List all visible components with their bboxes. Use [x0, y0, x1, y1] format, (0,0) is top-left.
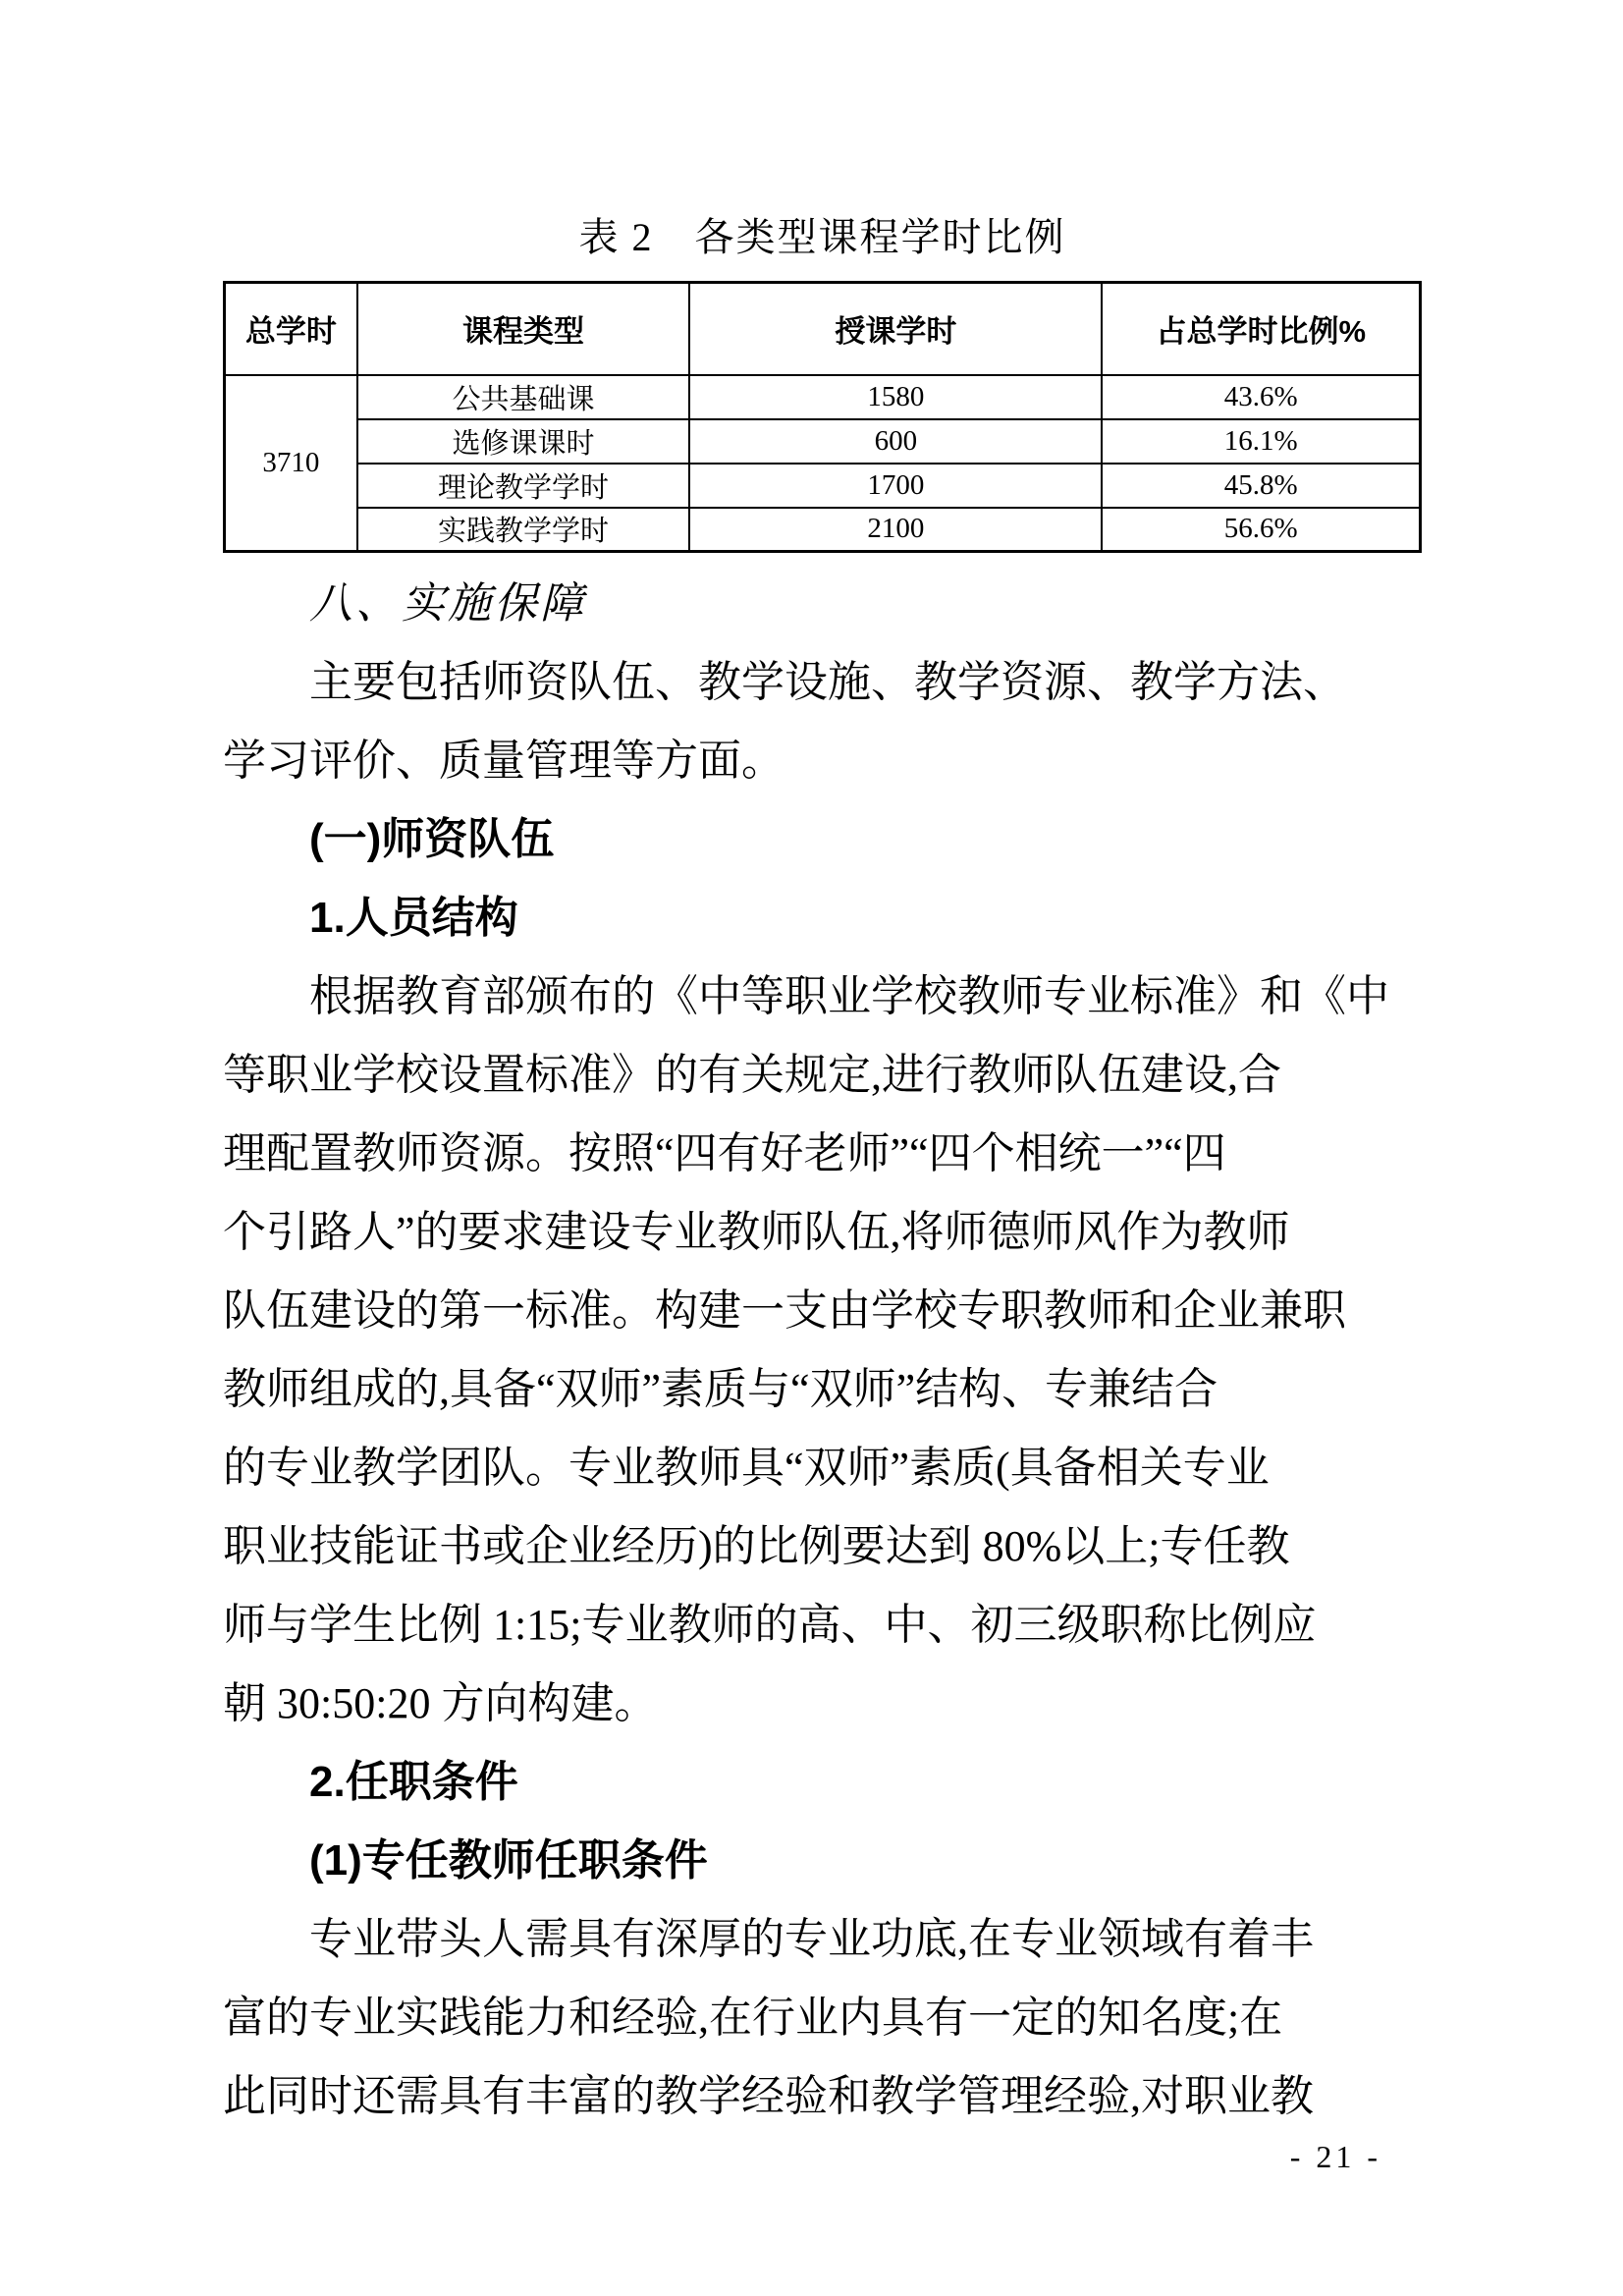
- hours-cell: 1580: [689, 375, 1102, 419]
- percent-cell: 16.1%: [1102, 419, 1420, 464]
- paragraph-line: 师与学生比例 1:15;专业教师的高、中、初三级职称比例应: [223, 1601, 1317, 1649]
- paragraph-line: 此同时还需具有丰富的教学经验和教学管理经验,对职业教: [223, 2072, 1314, 2120]
- page-number: - 21 -: [1289, 2139, 1381, 2174]
- table-row: [225, 464, 1421, 508]
- hours-cell: 1700: [689, 464, 1102, 508]
- percent-cell: 56.6%: [1102, 508, 1420, 552]
- col-header-teaching-hours: 授课学时: [689, 283, 1102, 375]
- body-text: [223, 565, 1422, 2136]
- sub-heading-employment-conditions: 2.任职条件: [309, 1758, 518, 1806]
- sub-heading-fulltime-teacher-conditions: (1)专任教师任职条件: [309, 1836, 708, 1885]
- section-heading: 八、实施保障: [309, 579, 586, 628]
- paragraph-line: 朝 30:50:20 方向构建。: [223, 1679, 658, 1727]
- sub-heading-personnel-structure: 1.人员结构: [309, 894, 518, 942]
- paragraph-line: 个引路人”的要求建设专业教师队伍,将师德师风作为教师: [223, 1208, 1290, 1256]
- percent-cell: 43.6%: [1102, 375, 1420, 419]
- table-caption: 表 2 各类型课程学时比例: [578, 215, 1066, 259]
- col-header-total-hours: 总学时: [225, 283, 357, 375]
- table-row: [225, 508, 1421, 552]
- course-type-cell: 理论教学学时: [357, 464, 690, 508]
- paragraph-line: 等职业学校设置标准》的有关规定,进行教师队伍建设,合: [223, 1051, 1281, 1099]
- course-type-cell: 选修课课时: [357, 419, 690, 464]
- paragraph-line: 理配置教师资源。按照“四有好老师”“四个相统一”“四: [223, 1129, 1226, 1177]
- col-header-percent: 占总学时比例%: [1102, 283, 1420, 375]
- col-header-course-type: 课程类型: [357, 283, 690, 375]
- hours-cell: 2100: [689, 508, 1102, 552]
- total-hours-cell: 3710: [225, 375, 357, 552]
- paragraph-line: 富的专业实践能力和经验,在行业内具有一定的知名度;在: [223, 1994, 1283, 2042]
- paragraph-line: 职业技能证书或企业经历)的比例要达到 80%以上;专任教: [223, 1522, 1290, 1570]
- paragraph-line: 根据教育部颁布的《中等职业学校教师专业标准》和《中: [309, 972, 1389, 1020]
- table-header-row: [225, 283, 1421, 375]
- table-row: [225, 375, 1421, 419]
- course-type-cell: 实践教学学时: [357, 508, 690, 552]
- paragraph-line: 队伍建设的第一标准。构建一支由学校专职教师和企业兼职: [223, 1286, 1346, 1335]
- hours-cell: 600: [689, 419, 1102, 464]
- paragraph-line: 主要包括师资队伍、教学设施、教学资源、教学方法、: [309, 658, 1346, 706]
- paragraph-line: 的专业教学团队。专业教师具“双师”素质(具备相关专业: [223, 1444, 1270, 1492]
- table-row: [225, 419, 1421, 464]
- sub-heading-faculty: (一)师资队伍: [309, 815, 555, 863]
- document-page: [223, 0, 1422, 2136]
- course-type-cell: 公共基础课: [357, 375, 690, 419]
- paragraph-line: 教师组成的,具备“双师”素质与“双师”结构、专兼结合: [223, 1365, 1218, 1413]
- paragraph-line: 学习评价、质量管理等方面。: [223, 737, 784, 785]
- paragraph-line: 专业带头人需具有深厚的专业功底,在专业领域有着丰: [309, 1915, 1314, 1963]
- course-hours-table: [223, 281, 1422, 553]
- percent-cell: 45.8%: [1102, 464, 1420, 508]
